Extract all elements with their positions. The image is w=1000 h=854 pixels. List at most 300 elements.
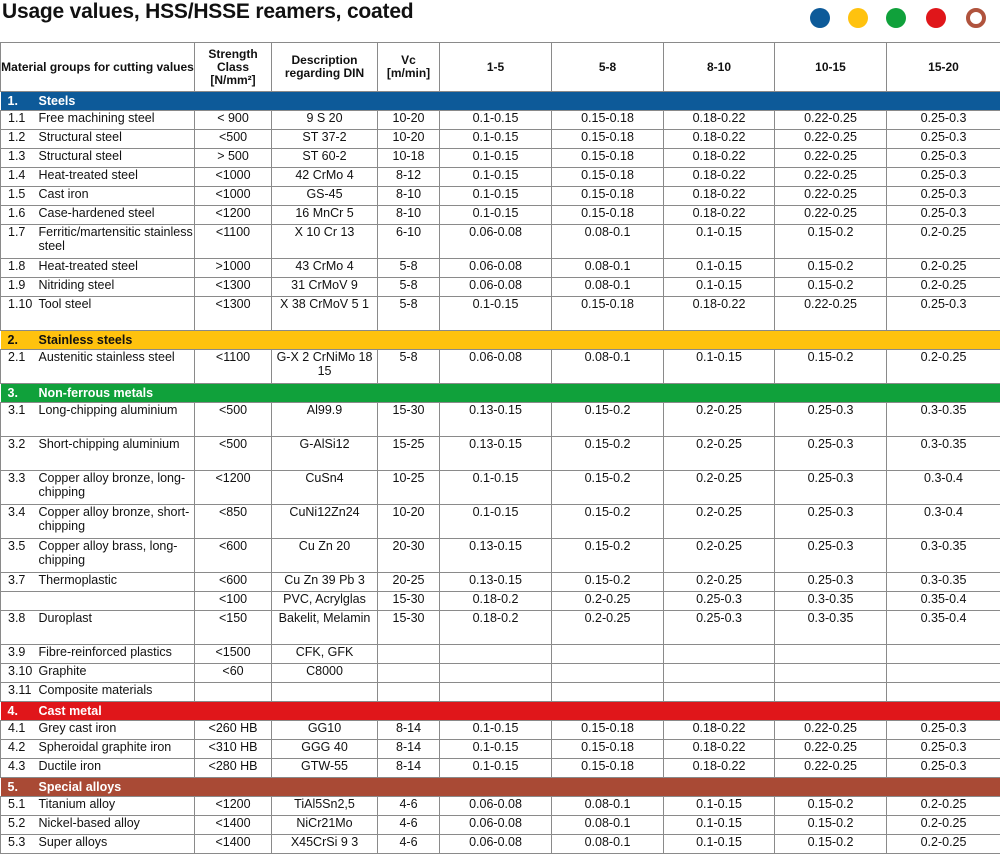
table-row (1, 664, 1000, 683)
feed-5-8: 0.15-0.2 (552, 437, 664, 471)
feed-1-5: 0.13-0.15 (440, 539, 552, 573)
group-header-row (1, 331, 1000, 350)
table-row (1, 403, 1000, 437)
feed-8-10: 0.2-0.25 (664, 437, 775, 471)
material-name: Graphite (37, 664, 195, 683)
cutting-speed: 15-30 (378, 592, 440, 611)
table-row (1, 592, 1000, 611)
feed-10-15: 0.3-0.35 (775, 592, 887, 611)
row-number: 4.2 (1, 740, 37, 759)
group-name: Cast metal (37, 702, 1000, 721)
cutting-speed: 4-6 (378, 835, 440, 854)
feed-10-15: 0.25-0.3 (775, 403, 887, 437)
din-description: CuNi12Zn24 (272, 505, 378, 539)
feed-5-8: 0.15-0.2 (552, 471, 664, 505)
feed-5-8: 0.15-0.18 (552, 297, 664, 331)
cutting-speed: 4-6 (378, 797, 440, 816)
feed-5-8: 0.15-0.2 (552, 403, 664, 437)
feed-5-8: 0.08-0.1 (552, 835, 664, 854)
header-diameter-1-5: 1-5 (440, 43, 552, 92)
row-number: 3.5 (1, 539, 37, 573)
feed-1-5: 0.06-0.08 (440, 278, 552, 297)
cutting-speed: 10-20 (378, 130, 440, 149)
feed-8-10: 0.2-0.25 (664, 539, 775, 573)
cutting-speed: 6-10 (378, 225, 440, 259)
din-description: ST 37-2 (272, 130, 378, 149)
feed-10-15: 0.15-0.2 (775, 835, 887, 854)
feed-1-5: 0.18-0.2 (440, 611, 552, 645)
row-number: 1.4 (1, 168, 37, 187)
strength-class: <600 (195, 573, 272, 592)
cutting-speed: 10-18 (378, 149, 440, 168)
feed-8-10: 0.18-0.22 (664, 149, 775, 168)
din-description: X 38 CrMoV 5 1 (272, 297, 378, 331)
strength-class: <1200 (195, 797, 272, 816)
cutting-speed: 8-10 (378, 187, 440, 206)
table-row (1, 297, 1000, 331)
material-name: Super alloys (37, 835, 195, 854)
row-number: 4.3 (1, 759, 37, 778)
strength-class: <100 (195, 592, 272, 611)
row-number: 3.11 (1, 683, 37, 702)
feed-15-20: 0.35-0.4 (887, 592, 1000, 611)
din-description: GG10 (272, 721, 378, 740)
strength-class (195, 683, 272, 702)
material-name: Structural steel (37, 149, 195, 168)
group-number: 3. (1, 384, 37, 403)
strength-class: <1100 (195, 225, 272, 259)
din-description: G-X 2 CrNiMo 18 15 (272, 350, 378, 384)
table-row (1, 350, 1000, 384)
feed-5-8: 0.15-0.18 (552, 149, 664, 168)
feed-8-10: 0.18-0.22 (664, 759, 775, 778)
row-number: 1.9 (1, 278, 37, 297)
cutting-speed: 8-12 (378, 168, 440, 187)
table-row (1, 835, 1000, 854)
feed-10-15: 0.22-0.25 (775, 130, 887, 149)
table-row (1, 816, 1000, 835)
cutting-speed: 20-30 (378, 539, 440, 573)
feed-8-10: 0.18-0.22 (664, 130, 775, 149)
feed-10-15: 0.3-0.35 (775, 611, 887, 645)
feed-5-8: 0.15-0.18 (552, 740, 664, 759)
row-number: 1.2 (1, 130, 37, 149)
material-name: Ferritic/martensitic stainless steel (37, 225, 195, 259)
feed-15-20: 0.25-0.3 (887, 297, 1000, 331)
table-row (1, 740, 1000, 759)
feed-1-5: 0.06-0.08 (440, 350, 552, 384)
feed-8-10: 0.2-0.25 (664, 471, 775, 505)
feed-10-15: 0.22-0.25 (775, 721, 887, 740)
feed-1-5: 0.13-0.15 (440, 403, 552, 437)
table-row (1, 471, 1000, 505)
table-row (1, 259, 1000, 278)
legend-dot-special (966, 8, 986, 28)
feed-15-20: 0.25-0.3 (887, 759, 1000, 778)
feed-10-15: 0.22-0.25 (775, 187, 887, 206)
feed-8-10: 0.1-0.15 (664, 797, 775, 816)
feed-15-20: 0.35-0.4 (887, 611, 1000, 645)
feed-15-20: 0.3-0.35 (887, 573, 1000, 592)
legend-dot-stainless (848, 8, 868, 28)
feed-15-20: 0.3-0.4 (887, 505, 1000, 539)
material-name: Case-hardened steel (37, 206, 195, 225)
material-name: Titanium alloy (37, 797, 195, 816)
strength-class: <150 (195, 611, 272, 645)
cutting-speed: 5-8 (378, 278, 440, 297)
table-row (1, 573, 1000, 592)
din-description: 31 CrMoV 9 (272, 278, 378, 297)
din-description: CuSn4 (272, 471, 378, 505)
din-description: Bakelit, Melamin (272, 611, 378, 645)
row-number: 3.4 (1, 505, 37, 539)
strength-class: > 500 (195, 149, 272, 168)
din-description: 16 MnCr 5 (272, 206, 378, 225)
cutting-speed: 10-20 (378, 505, 440, 539)
feed-10-15: 0.15-0.2 (775, 225, 887, 259)
feed-8-10: 0.1-0.15 (664, 816, 775, 835)
table-row (1, 645, 1000, 664)
header-description: Description regarding DIN (272, 43, 378, 92)
strength-class: <280 HB (195, 759, 272, 778)
table-row (1, 225, 1000, 259)
group-number: 5. (1, 778, 37, 797)
din-description: C8000 (272, 664, 378, 683)
feed-10-15: 0.22-0.25 (775, 206, 887, 225)
feed-10-15: 0.22-0.25 (775, 759, 887, 778)
feed-5-8: 0.15-0.18 (552, 168, 664, 187)
cutting-speed: 5-8 (378, 297, 440, 331)
feed-1-5: 0.1-0.15 (440, 206, 552, 225)
feed-15-20: 0.2-0.25 (887, 816, 1000, 835)
feed-8-10 (664, 664, 775, 683)
strength-class: <600 (195, 539, 272, 573)
feed-10-15: 0.15-0.2 (775, 350, 887, 384)
group-name: Special alloys (37, 778, 1000, 797)
strength-class: <500 (195, 403, 272, 437)
feed-10-15: 0.22-0.25 (775, 168, 887, 187)
feed-5-8: 0.15-0.18 (552, 111, 664, 130)
strength-class: <60 (195, 664, 272, 683)
table-row (1, 721, 1000, 740)
feed-10-15: 0.15-0.2 (775, 816, 887, 835)
row-number: 3.7 (1, 573, 37, 592)
material-name: Heat-treated steel (37, 168, 195, 187)
legend-dot-steels (810, 8, 830, 28)
feed-15-20 (887, 645, 1000, 664)
material-name: Long-chipping aluminium (37, 403, 195, 437)
feed-10-15: 0.22-0.25 (775, 740, 887, 759)
color-legend (810, 8, 995, 30)
strength-class: <260 HB (195, 721, 272, 740)
cutting-speed: 8-14 (378, 759, 440, 778)
feed-8-10: 0.18-0.22 (664, 721, 775, 740)
cutting-speed: 5-8 (378, 350, 440, 384)
feed-10-15: 0.25-0.3 (775, 471, 887, 505)
cutting-speed: 8-10 (378, 206, 440, 225)
feed-5-8: 0.08-0.1 (552, 278, 664, 297)
row-number: 1.10 (1, 297, 37, 331)
group-number: 2. (1, 331, 37, 350)
material-name: Copper alloy bronze, short-chipping (37, 505, 195, 539)
feed-8-10 (664, 645, 775, 664)
feed-8-10: 0.1-0.15 (664, 278, 775, 297)
din-description: GTW-55 (272, 759, 378, 778)
strength-class: <1000 (195, 187, 272, 206)
din-description: Al99.9 (272, 403, 378, 437)
feed-5-8 (552, 683, 664, 702)
material-name: Structural steel (37, 130, 195, 149)
feed-5-8: 0.15-0.18 (552, 206, 664, 225)
cutting-speed: 20-25 (378, 573, 440, 592)
din-description: 42 CrMo 4 (272, 168, 378, 187)
row-number: 3.9 (1, 645, 37, 664)
header-diameter-15-20: 15-20 (887, 43, 1000, 92)
feed-5-8: 0.15-0.2 (552, 573, 664, 592)
material-name: Thermoplastic (37, 573, 195, 592)
din-description: Cu Zn 39 Pb 3 (272, 573, 378, 592)
material-name: Copper alloy bronze, long-chipping (37, 471, 195, 505)
din-description: 9 S 20 (272, 111, 378, 130)
legend-dot-non-ferrous (886, 8, 906, 28)
din-description: ST 60-2 (272, 149, 378, 168)
feed-10-15 (775, 664, 887, 683)
feed-15-20: 0.3-0.35 (887, 437, 1000, 471)
feed-15-20: 0.25-0.3 (887, 149, 1000, 168)
din-description: G-AlSi12 (272, 437, 378, 471)
row-number: 3.1 (1, 403, 37, 437)
feed-5-8: 0.15-0.18 (552, 130, 664, 149)
feed-15-20: 0.25-0.3 (887, 168, 1000, 187)
din-description: CFK, GFK (272, 645, 378, 664)
table-row (1, 759, 1000, 778)
feed-15-20: 0.25-0.3 (887, 206, 1000, 225)
usage-values-table (0, 42, 1000, 854)
table-row (1, 683, 1000, 702)
material-name: Tool steel (37, 297, 195, 331)
strength-class: <1300 (195, 297, 272, 331)
strength-class: <1100 (195, 350, 272, 384)
material-name: Austenitic stainless steel (37, 350, 195, 384)
feed-15-20: 0.25-0.3 (887, 130, 1000, 149)
header-diameter-5-8: 5-8 (552, 43, 664, 92)
material-name: Free machining steel (37, 111, 195, 130)
feed-8-10: 0.2-0.25 (664, 505, 775, 539)
header-vc: Vc [m/min] (378, 43, 440, 92)
din-description: X 10 Cr 13 (272, 225, 378, 259)
feed-15-20: 0.2-0.25 (887, 797, 1000, 816)
din-description: GS-45 (272, 187, 378, 206)
row-number (1, 592, 195, 611)
header-row (1, 43, 1000, 92)
legend-dot-cast (926, 8, 946, 28)
group-name: Non-ferrous metals (37, 384, 1000, 403)
row-number: 5.1 (1, 797, 37, 816)
feed-5-8: 0.15-0.18 (552, 187, 664, 206)
table-row (1, 611, 1000, 645)
table-row (1, 187, 1000, 206)
group-header-row (1, 778, 1000, 797)
feed-1-5 (440, 645, 552, 664)
strength-class: <1400 (195, 816, 272, 835)
header-diameter-8-10: 8-10 (664, 43, 775, 92)
material-name: Grey cast iron (37, 721, 195, 740)
feed-10-15: 0.25-0.3 (775, 539, 887, 573)
feed-1-5 (440, 664, 552, 683)
table-row (1, 130, 1000, 149)
page-title: Usage values, HSS/HSSE reamers, coated (2, 0, 413, 24)
strength-class: <500 (195, 130, 272, 149)
feed-1-5: 0.1-0.15 (440, 759, 552, 778)
feed-8-10: 0.18-0.22 (664, 187, 775, 206)
feed-8-10: 0.1-0.15 (664, 225, 775, 259)
table-row (1, 797, 1000, 816)
feed-1-5 (440, 683, 552, 702)
strength-class: <850 (195, 505, 272, 539)
feed-15-20: 0.2-0.25 (887, 278, 1000, 297)
material-name: Composite materials (37, 683, 195, 702)
feed-8-10: 0.1-0.15 (664, 350, 775, 384)
cutting-speed: 10-20 (378, 111, 440, 130)
row-number: 2.1 (1, 350, 37, 384)
table-row (1, 505, 1000, 539)
material-name: Spheroidal graphite iron (37, 740, 195, 759)
din-description: 43 CrMo 4 (272, 259, 378, 278)
material-name: Cast iron (37, 187, 195, 206)
row-number: 1.3 (1, 149, 37, 168)
row-number: 5.3 (1, 835, 37, 854)
material-name: Nitriding steel (37, 278, 195, 297)
group-number: 1. (1, 92, 37, 111)
feed-15-20 (887, 664, 1000, 683)
feed-8-10: 0.1-0.15 (664, 835, 775, 854)
table-row (1, 111, 1000, 130)
feed-5-8: 0.08-0.1 (552, 225, 664, 259)
group-header-row (1, 702, 1000, 721)
table-row (1, 168, 1000, 187)
material-name: Copper alloy brass, long-chipping (37, 539, 195, 573)
feed-15-20: 0.25-0.3 (887, 187, 1000, 206)
cutting-speed: 15-30 (378, 611, 440, 645)
feed-1-5: 0.06-0.08 (440, 259, 552, 278)
strength-class: <310 HB (195, 740, 272, 759)
material-name: Nickel-based alloy (37, 816, 195, 835)
header-strength: Strength Class [N/mm²] (195, 43, 272, 92)
material-name: Duroplast (37, 611, 195, 645)
feed-1-5: 0.1-0.15 (440, 130, 552, 149)
strength-class: <1300 (195, 278, 272, 297)
feed-1-5: 0.1-0.15 (440, 740, 552, 759)
feed-15-20: 0.2-0.25 (887, 225, 1000, 259)
feed-5-8 (552, 645, 664, 664)
feed-10-15: 0.15-0.2 (775, 797, 887, 816)
din-description: TiAl5Sn2,5 (272, 797, 378, 816)
row-number: 3.2 (1, 437, 37, 471)
feed-15-20 (887, 683, 1000, 702)
din-description (272, 683, 378, 702)
table-row (1, 149, 1000, 168)
feed-5-8: 0.15-0.18 (552, 721, 664, 740)
feed-8-10: 0.2-0.25 (664, 403, 775, 437)
feed-15-20: 0.2-0.25 (887, 350, 1000, 384)
feed-8-10: 0.25-0.3 (664, 592, 775, 611)
feed-10-15: 0.22-0.25 (775, 111, 887, 130)
row-number: 3.8 (1, 611, 37, 645)
feed-5-8: 0.08-0.1 (552, 350, 664, 384)
strength-class: <1500 (195, 645, 272, 664)
group-name: Stainless steels (37, 331, 1000, 350)
row-number: 3.10 (1, 664, 37, 683)
feed-1-5: 0.1-0.15 (440, 471, 552, 505)
group-header-row (1, 92, 1000, 111)
din-description: NiCr21Mo (272, 816, 378, 835)
row-number: 1.5 (1, 187, 37, 206)
feed-1-5: 0.1-0.15 (440, 297, 552, 331)
feed-15-20: 0.3-0.35 (887, 539, 1000, 573)
feed-10-15: 0.22-0.25 (775, 297, 887, 331)
row-number: 1.7 (1, 225, 37, 259)
cutting-speed: 8-14 (378, 721, 440, 740)
feed-5-8: 0.08-0.1 (552, 259, 664, 278)
feed-5-8: 0.15-0.18 (552, 759, 664, 778)
feed-5-8: 0.08-0.1 (552, 797, 664, 816)
feed-1-5: 0.06-0.08 (440, 835, 552, 854)
cutting-speed (378, 664, 440, 683)
din-description: PVC, Acrylglas (272, 592, 378, 611)
group-header-row (1, 384, 1000, 403)
row-number: 1.6 (1, 206, 37, 225)
material-name: Heat-treated steel (37, 259, 195, 278)
group-number: 4. (1, 702, 37, 721)
table-row (1, 539, 1000, 573)
strength-class: <500 (195, 437, 272, 471)
feed-1-5: 0.06-0.08 (440, 797, 552, 816)
header-material: Material groups for cutting values (1, 43, 195, 92)
feed-5-8: 0.2-0.25 (552, 611, 664, 645)
feed-1-5: 0.06-0.08 (440, 816, 552, 835)
feed-15-20: 0.25-0.3 (887, 111, 1000, 130)
material-name: Ductile iron (37, 759, 195, 778)
feed-8-10: 0.1-0.15 (664, 259, 775, 278)
cutting-speed: 15-30 (378, 403, 440, 437)
feed-5-8: 0.15-0.2 (552, 539, 664, 573)
feed-15-20: 0.2-0.25 (887, 259, 1000, 278)
header-diameter-10-15: 10-15 (775, 43, 887, 92)
feed-10-15 (775, 683, 887, 702)
feed-10-15: 0.25-0.3 (775, 573, 887, 592)
row-number: 5.2 (1, 816, 37, 835)
din-description: X45CrSi 9 3 (272, 835, 378, 854)
feed-8-10 (664, 683, 775, 702)
din-description: Cu Zn 20 (272, 539, 378, 573)
feed-1-5: 0.18-0.2 (440, 592, 552, 611)
feed-8-10: 0.18-0.22 (664, 297, 775, 331)
cutting-speed: 15-25 (378, 437, 440, 471)
feed-10-15: 0.25-0.3 (775, 437, 887, 471)
feed-1-5: 0.1-0.15 (440, 149, 552, 168)
row-number: 1.1 (1, 111, 37, 130)
strength-class: <1000 (195, 168, 272, 187)
feed-8-10: 0.2-0.25 (664, 573, 775, 592)
feed-1-5: 0.1-0.15 (440, 721, 552, 740)
feed-5-8: 0.15-0.2 (552, 505, 664, 539)
feed-1-5: 0.13-0.15 (440, 437, 552, 471)
feed-1-5: 0.1-0.15 (440, 168, 552, 187)
group-name: Steels (37, 92, 1000, 111)
cutting-speed (378, 645, 440, 664)
strength-class: <1200 (195, 471, 272, 505)
feed-8-10: 0.18-0.22 (664, 206, 775, 225)
